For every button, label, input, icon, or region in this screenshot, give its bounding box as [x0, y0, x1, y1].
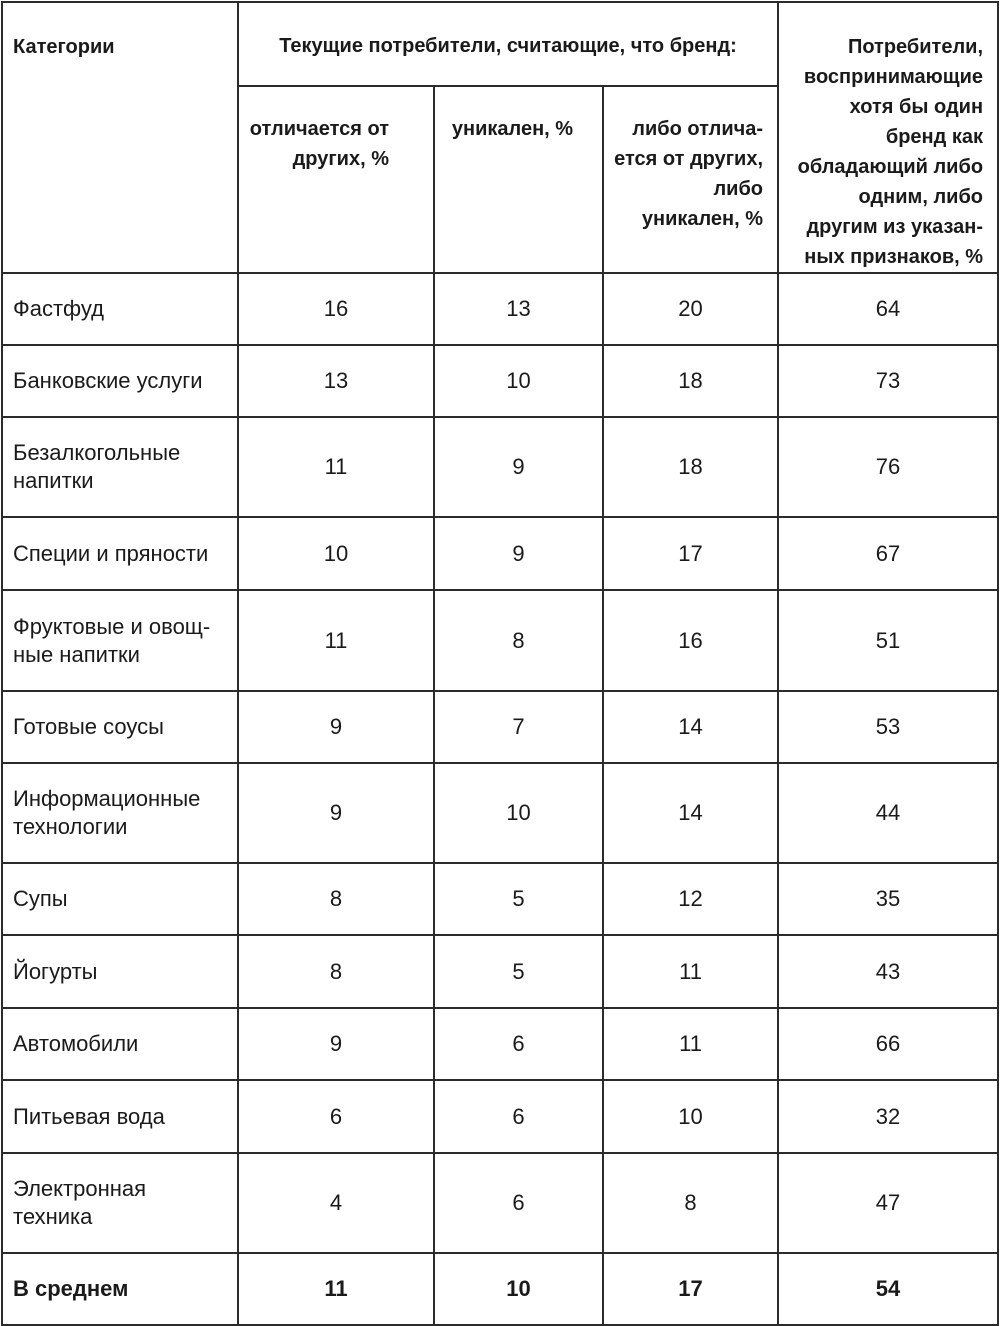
- row-either: 18: [603, 417, 778, 517]
- table-row: [2, 273, 998, 345]
- row-perceiving: 44: [778, 763, 998, 863]
- row-category: Электронная техника: [2, 1153, 238, 1253]
- table-row: [2, 517, 998, 590]
- row-differs: 8: [238, 935, 434, 1008]
- table-row: [2, 345, 998, 417]
- row-perceiving: 43: [778, 935, 998, 1008]
- table-row: [2, 863, 998, 935]
- header-differs: отличается от других, %: [238, 86, 434, 273]
- row-either: 11: [603, 1008, 778, 1080]
- row-either: 12: [603, 863, 778, 935]
- row-differs: 8: [238, 863, 434, 935]
- row-category: Фастфуд: [2, 273, 238, 345]
- row-perceiving: 67: [778, 517, 998, 590]
- row-perceiving: 47: [778, 1153, 998, 1253]
- row-category: Готовые соусы: [2, 691, 238, 763]
- row-category: Супы: [2, 863, 238, 935]
- row-unique: 6: [434, 1153, 603, 1253]
- average-perceiving: 54: [778, 1253, 998, 1325]
- row-perceiving: 51: [778, 590, 998, 691]
- row-perceiving: 64: [778, 273, 998, 345]
- row-unique: 7: [434, 691, 603, 763]
- table-row: [2, 763, 998, 863]
- header-either: либо отлича-ется от других, либо уникален, %: [603, 86, 778, 273]
- row-differs: 9: [238, 1008, 434, 1080]
- row-unique: 6: [434, 1080, 603, 1153]
- row-category: Банковские услуги: [2, 345, 238, 417]
- row-either: 17: [603, 517, 778, 590]
- row-either: 8: [603, 1153, 778, 1253]
- row-unique: 5: [434, 935, 603, 1008]
- brand-perception-table-container: [1, 1, 997, 1307]
- header-categories: Категории: [2, 2, 238, 273]
- row-differs: 11: [238, 590, 434, 691]
- row-perceiving: 35: [778, 863, 998, 935]
- brand-perception-table: [1, 1, 999, 1326]
- row-perceiving: 66: [778, 1008, 998, 1080]
- row-category: Специи и пряности: [2, 517, 238, 590]
- row-either: 20: [603, 273, 778, 345]
- table-row: [2, 590, 998, 691]
- average-unique: 10: [434, 1253, 603, 1325]
- row-category: Фруктовые и овощ-ные напитки: [2, 590, 238, 691]
- row-either: 10: [603, 1080, 778, 1153]
- row-differs: 9: [238, 691, 434, 763]
- row-perceiving: 32: [778, 1080, 998, 1153]
- row-unique: 10: [434, 345, 603, 417]
- table-row: [2, 691, 998, 763]
- table-row: [2, 417, 998, 517]
- header-unique: уникален, %: [434, 86, 603, 273]
- row-unique: 9: [434, 417, 603, 517]
- table-row: [2, 935, 998, 1008]
- row-unique: 10: [434, 763, 603, 863]
- row-either: 16: [603, 590, 778, 691]
- row-unique: 6: [434, 1008, 603, 1080]
- row-category: Автомобили: [2, 1008, 238, 1080]
- row-category: Йогурты: [2, 935, 238, 1008]
- header-current-consumers-group: Текущие потребители, считающие, что бренд:: [238, 2, 778, 86]
- average-either: 17: [603, 1253, 778, 1325]
- row-category: Питьевая вода: [2, 1080, 238, 1153]
- header-perceiving-consumers: Потребители, воспринимающие хотя бы один бренд как обладающий либо одним, либо другим из указан-ных признаков, %: [778, 2, 998, 273]
- row-unique: 5: [434, 863, 603, 935]
- row-differs: 9: [238, 763, 434, 863]
- row-category: Безалкогольные напитки: [2, 417, 238, 517]
- row-either: 14: [603, 763, 778, 863]
- row-unique: 13: [434, 273, 603, 345]
- table-row: [2, 1080, 998, 1153]
- row-either: 11: [603, 935, 778, 1008]
- table-row: [2, 1008, 998, 1080]
- row-unique: 9: [434, 517, 603, 590]
- table-row: [2, 1153, 998, 1253]
- row-perceiving: 53: [778, 691, 998, 763]
- row-differs: 4: [238, 1153, 434, 1253]
- row-unique: 8: [434, 590, 603, 691]
- row-either: 14: [603, 691, 778, 763]
- row-differs: 11: [238, 417, 434, 517]
- row-either: 18: [603, 345, 778, 417]
- average-row: [2, 1253, 998, 1325]
- row-perceiving: 73: [778, 345, 998, 417]
- row-differs: 10: [238, 517, 434, 590]
- average-category: В среднем: [2, 1253, 238, 1325]
- average-differs: 11: [238, 1253, 434, 1325]
- row-differs: 13: [238, 345, 434, 417]
- row-perceiving: 76: [778, 417, 998, 517]
- row-category: Информационные технологии: [2, 763, 238, 863]
- row-differs: 6: [238, 1080, 434, 1153]
- row-differs: 16: [238, 273, 434, 345]
